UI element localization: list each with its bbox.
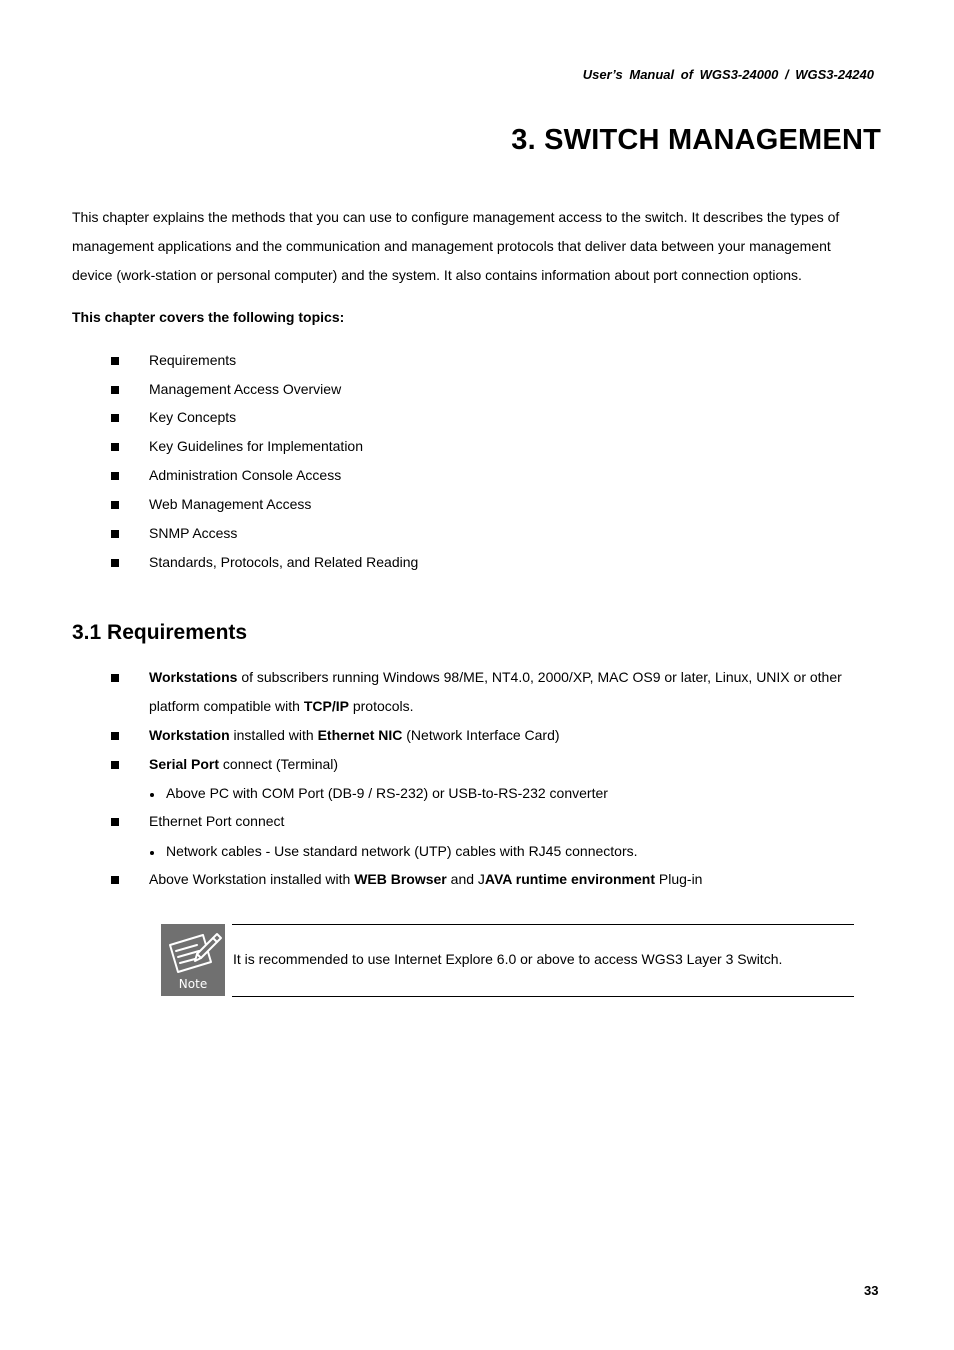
requirement-text: and J [446, 871, 485, 887]
chapter-title: 3. SWITCH MANAGEMENT [511, 124, 881, 156]
requirement-term: Ethernet NIC [317, 727, 403, 743]
topic-item: Key Guidelines for Implementation [149, 438, 363, 454]
square-bullet-icon [111, 472, 119, 480]
requirement-text: (Network Interface Card) [402, 727, 560, 743]
square-bullet-icon [111, 357, 119, 365]
requirement-term: TCP/IP [303, 698, 349, 714]
requirement-text: protocols. [348, 698, 414, 714]
requirement-term: Workstations [149, 669, 238, 685]
topic-item: Web Management Access [149, 496, 312, 512]
round-bullet-icon [150, 851, 154, 855]
requirement-item [149, 871, 702, 887]
square-bullet-icon [111, 414, 119, 422]
topics-heading: This chapter covers the following topics: [72, 309, 345, 325]
requirement-text: platform compatible with [149, 698, 304, 714]
square-bullet-icon [111, 876, 119, 884]
square-bullet-icon [111, 530, 119, 538]
intro-line: management applications and the communication and management protocols that deliver data between your management [72, 238, 831, 254]
requirement-text: of subscribers running Windows 98/ME, NT4.0, 2000/XP, MAC OS9 or later, Linux, UNIX or other [237, 669, 842, 685]
requirement-term: Serial Port [149, 756, 220, 772]
intro-line: This chapter explains the methods that you can use to configure management access to the switch. It describes the types of [72, 209, 840, 225]
requirement-text: installed with [229, 727, 318, 743]
note-top-rule [232, 924, 854, 925]
intro-line: device (work-station or personal computer) and the system. It also contains information about port connection options. [72, 267, 802, 283]
requirement-item: Ethernet Port connect [149, 813, 285, 829]
requirement-term: Workstation [149, 727, 230, 743]
running-header: User’s Manual of WGS3-24000 / WGS3-24240 [582, 67, 874, 82]
square-bullet-icon [111, 732, 119, 740]
section-title: 3.1 Requirements [72, 621, 248, 644]
topic-item: Key Concepts [149, 409, 237, 425]
intro-paragraph [72, 203, 872, 290]
requirement-item [149, 756, 338, 772]
topic-item: Standards, Protocols, and Related Reading [149, 554, 419, 570]
note-bottom-rule [232, 996, 854, 997]
requirement-item [149, 727, 560, 743]
topic-item: Management Access Overview [149, 381, 342, 397]
note-text: It is recommended to use Internet Explore 6.0 or above to access WGS3 Layer 3 Switch. [233, 951, 783, 967]
requirement-text: Above Workstation installed with [149, 871, 355, 887]
square-bullet-icon [111, 761, 119, 769]
requirement-text: Plug-in [655, 871, 703, 887]
square-bullet-icon [111, 818, 119, 826]
square-bullet-icon [111, 386, 119, 394]
square-bullet-icon [111, 674, 119, 682]
topic-item: Administration Console Access [149, 467, 342, 483]
square-bullet-icon [111, 443, 119, 451]
requirement-text: connect (Terminal) [219, 756, 339, 772]
round-bullet-icon [150, 793, 154, 797]
note-icon-label: Note [178, 977, 208, 991]
requirement-item [149, 669, 842, 685]
page-number: 33 [864, 1283, 879, 1298]
topic-item: Requirements [149, 352, 237, 368]
requirement-subitem: Above PC with COM Port (DB-9 / RS-232) or USB-to-RS-232 converter [166, 785, 608, 801]
topic-item: SNMP Access [149, 525, 238, 541]
requirement-term: WEB Browser [354, 871, 447, 887]
square-bullet-icon [111, 501, 119, 509]
note-icon [161, 924, 225, 996]
requirement-continuation [149, 698, 414, 714]
requirement-term: AVA runtime environment [484, 871, 655, 887]
note-pencil-icon [161, 924, 225, 996]
requirement-subitem: Network cables - Use standard network (UTP) cables with RJ45 connectors. [166, 843, 638, 859]
square-bullet-icon [111, 559, 119, 567]
